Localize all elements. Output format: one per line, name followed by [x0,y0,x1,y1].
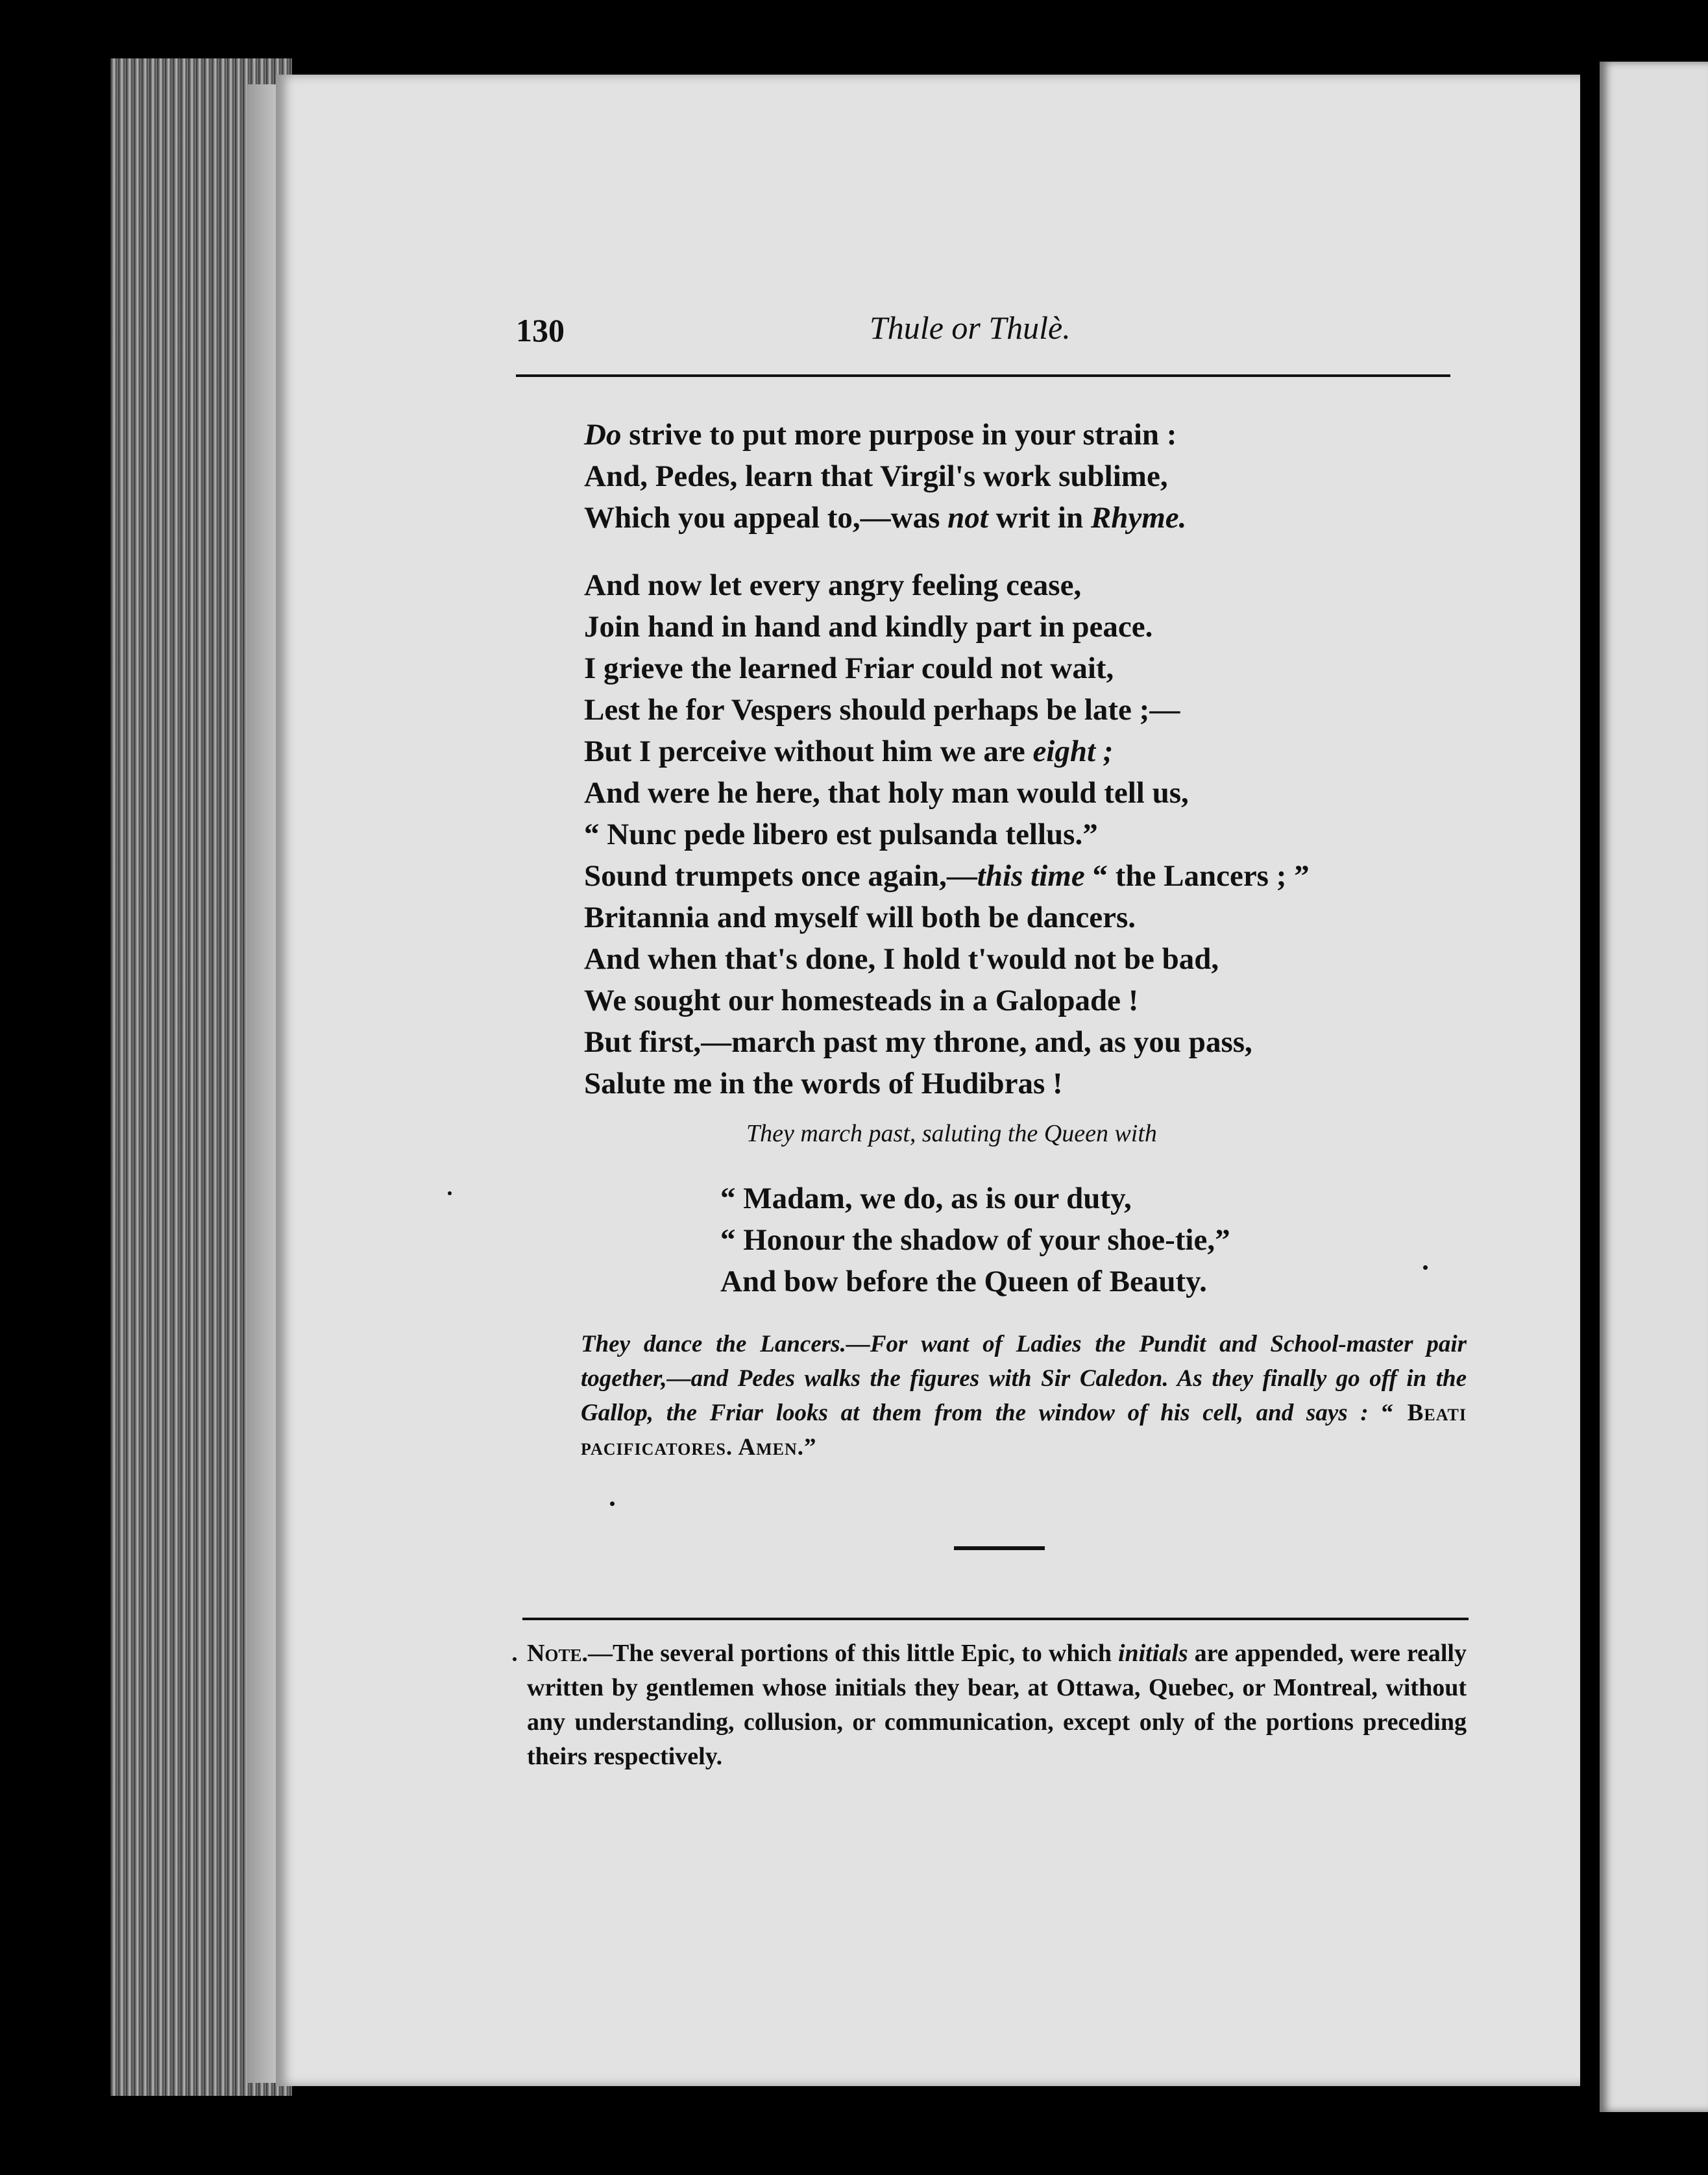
verse-line: And were he here, that holy man would tell us, [584,776,1189,810]
verse-line: I grieve the learned Friar could not wait, [584,651,1114,685]
section-ornament [954,1546,1045,1550]
verse-emphasis: not [947,501,988,535]
page-number: 130 [516,312,565,348]
footnote [527,1636,1467,1774]
verse-line: Lest he for Vespers should perhaps be late ;— [584,693,1180,727]
verse-text: writ in [988,501,1091,535]
scan-speck [610,1501,615,1506]
verse-line [584,497,1186,539]
verse-line [584,414,1186,456]
footnote-rule [522,1618,1469,1620]
verse-line: Salute me in the words of Hudibras ! [584,1067,1063,1100]
verse-line: And, Pedes, learn that Virgil's work sublime, [584,459,1168,493]
verse-line: And when that's done, I hold t'would not be bad, [584,942,1219,976]
scan-speck [448,1191,452,1195]
scan-speck [513,1657,517,1661]
closing-stage-direction [581,1327,1467,1464]
verse-line [584,731,1310,772]
header-rule [516,374,1450,377]
footnote-text: —The several portions of this little Epic, to which [587,1640,1118,1667]
footnote-emphasis: initials [1117,1640,1188,1667]
verse-emphasis: Do [584,418,622,452]
verse-emphasis: eight ; [1032,735,1114,768]
verse-text: Which you appeal to,—was [584,501,948,535]
stage-direction-quote: “ Beati pacificatores. Amen.” [581,1400,1467,1461]
verse-text: strive to put more purpose in your strain : [621,418,1177,452]
stanza-2 [584,565,1310,1104]
stage-direction: They march past, saluting the Queen with [746,1120,1157,1147]
stanza-1 [584,414,1186,539]
verse-line [584,855,1310,897]
verse-text: “ the Lancers ; ” [1084,859,1310,893]
running-title: Thule or Thulè. [870,310,1071,346]
verse-line: “ Madam, we do, as is our duty, [720,1182,1132,1215]
facing-page-edge [1600,62,1708,2112]
page-header [516,305,1450,357]
verse-text: But I perceive without him we are [584,735,1033,768]
verse-line: And now let every angry feeling cease, [584,568,1082,602]
verse-emphasis: this time [977,859,1085,893]
stanza-3 [720,1178,1230,1302]
verse-line: “ Nunc pede libero est pulsanda tellus.” [584,818,1098,851]
scan-speck [1423,1265,1428,1270]
verse-text: Sound trumpets once again,— [584,859,977,893]
verse-line: And bow before the Queen of Beauty. [720,1265,1207,1298]
verse-line: “ Honour the shadow of your shoe-tie,” [720,1223,1230,1257]
stage-direction-text: They dance the Lancers.—For want of Ladies the Pundit and School-master pair together,—and Pedes walks the figures with Sir Caledon. As they finally go off in the Gallop, the Friar looks at them from the window of his cell, and says : [581,1331,1467,1426]
footnote-text: are appended, were really written by gentlemen whose initials they bear, at Ottawa, Quebec, or Montreal, without any understanding, collusion, or communication, except only of the portions preceding theirs respectively. [527,1640,1467,1770]
book-page-edges [110,58,292,2096]
verse-line: Join hand in hand and kindly part in peace. [584,610,1153,644]
verse-emphasis: Rhyme. [1090,501,1187,535]
verse-line: But first,—march past my throne, and, as you pass, [584,1025,1252,1059]
footnote-lead: Note. [527,1640,588,1667]
verse-line: We sought our homesteads in a Galopade ! [584,984,1139,1017]
verse-line: Britannia and myself will both be dancers. [584,901,1136,934]
